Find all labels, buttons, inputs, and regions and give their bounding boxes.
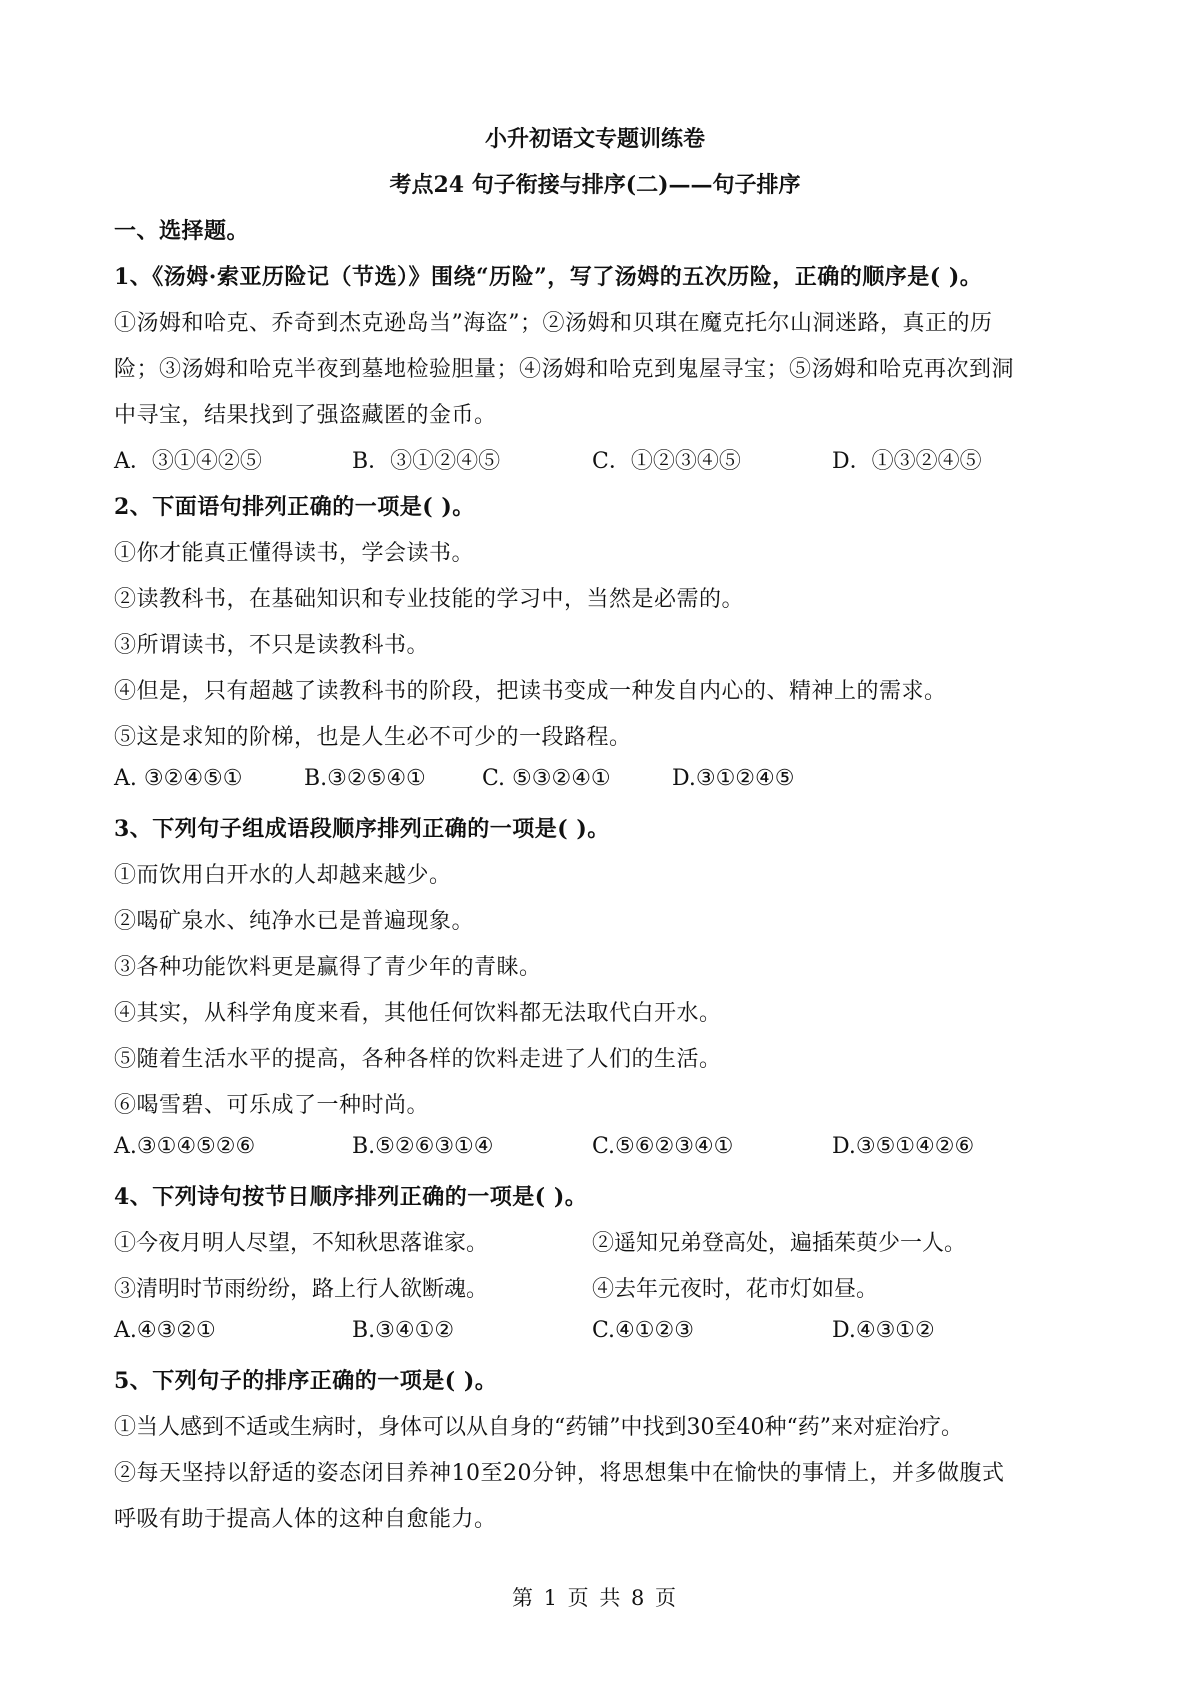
page-title: 小升初语文专题训练卷 xyxy=(484,126,705,152)
question-3-option-c: C.⑤⑥②③④① xyxy=(592,1134,734,1159)
question-4-item: ①今夜月明人尽望，不知秋思落谁家。 xyxy=(114,1231,489,1256)
question-1-option-c: C．①②③④⑤ xyxy=(592,449,741,474)
question-5-stem: 5、下列句子的排序正确的一项是( )。 xyxy=(114,1368,498,1394)
question-2-item: ①你才能真正懂得读书，学会读书。 xyxy=(114,541,475,566)
question-3-option-d: D.③⑤①④②⑥ xyxy=(832,1134,975,1159)
question-5-text-line: ①当人感到不适或生病时，身体可以从自身的“药铺”中找到30至40种“药”来对症治疗。 xyxy=(114,1415,963,1440)
question-2-option-a: A. ③②④⑤① xyxy=(114,766,243,791)
section-heading: 一、选择题。 xyxy=(114,218,250,244)
question-2-option-c: C. ⑤③②④① xyxy=(482,766,611,791)
question-3-stem: 3、下列句子组成语段顺序排列正确的一项是( )。 xyxy=(114,816,610,842)
question-2-item: ④但是，只有超越了读教科书的阶段，把读书变成一种发自内心的、精神上的需求。 xyxy=(114,679,947,704)
question-2-item: ⑤这是求知的阶梯，也是人生必不可少的一段路程。 xyxy=(114,725,632,750)
question-3-item: ②喝矿泉水、纯净水已是普遍现象。 xyxy=(114,909,475,934)
question-3-option-b: B.⑤②⑥③①④ xyxy=(352,1134,494,1159)
question-1-option-b: B．③①②④⑤ xyxy=(352,449,501,474)
question-1-stem: 1、《汤姆·索亚历险记（节选）》围绕“历险”，写了汤姆的五次历险，正确的顺序是( )。 xyxy=(114,264,983,290)
question-4-option-c: C.④①②③ xyxy=(592,1318,694,1343)
question-4-item: ④去年元夜时，花市灯如昼。 xyxy=(592,1277,879,1302)
question-5-text-line: 呼吸有助于提高人体的这种自愈能力。 xyxy=(114,1507,497,1532)
question-2-item: ③所谓读书，不只是读教科书。 xyxy=(114,633,430,658)
question-3-item: ③各种功能饮料更是赢得了青少年的青睐。 xyxy=(114,955,542,980)
question-3-item: ④其实，从科学角度来看，其他任何饮料都无法取代白开水。 xyxy=(114,1001,722,1026)
question-4-option-b: B.③④①② xyxy=(352,1318,455,1343)
question-1-text-line: 中寻宝，结果找到了强盗藏匿的金币。 xyxy=(114,403,497,428)
question-3-option-a: A.③①④⑤②⑥ xyxy=(114,1134,256,1159)
question-1-option-a: A．③①④②⑤ xyxy=(114,449,262,474)
question-4-stem: 4、下列诗句按节日顺序排列正确的一项是( )。 xyxy=(114,1184,588,1210)
question-3-item: ①而饮用白开水的人却越来越少。 xyxy=(114,863,452,888)
question-2-item: ②读教科书，在基础知识和专业技能的学习中，当然是必需的。 xyxy=(114,587,745,612)
question-4-item: ②遥知兄弟登高处，遍插茱萸少一人。 xyxy=(592,1231,967,1256)
question-2-option-d: D.③①②④⑤ xyxy=(672,766,795,791)
question-2-option-b: B.③②⑤④① xyxy=(304,766,426,791)
question-2-stem: 2、下面语句排列正确的一项是( )。 xyxy=(114,494,475,520)
question-4-item: ③清明时节雨纷纷，路上行人欲断魂。 xyxy=(114,1277,489,1302)
question-3-item: ⑤随着生活水平的提高，各种各样的饮料走进了人们的生活。 xyxy=(114,1047,722,1072)
page-subtitle: 考点24 句子衔接与排序(二)——句子排序 xyxy=(389,172,801,198)
question-1-text-line: ①汤姆和哈克、乔奇到杰克逊岛当”海盗”；②汤姆和贝琪在魔克托尔山洞迷路，真正的历 xyxy=(114,311,993,336)
question-4-option-a: A.④③②① xyxy=(114,1318,216,1343)
question-1-option-d: D．①③②④⑤ xyxy=(832,449,982,474)
question-5-text-line: ②每天坚持以舒适的姿态闭目养神10至20分钟，将思想集中在愉快的事情上，并多做腹式 xyxy=(114,1461,1005,1486)
question-1-text-line: 险；③汤姆和哈克半夜到墓地检验胆量；④汤姆和哈克到鬼屋寻宝；⑤汤姆和哈克再次到洞 xyxy=(114,357,1015,382)
question-3-item: ⑥喝雪碧、可乐成了一种时尚。 xyxy=(114,1093,430,1118)
question-4-option-d: D.④③①② xyxy=(832,1318,935,1343)
page-number: 第 1 页 共 8 页 xyxy=(511,1586,679,1610)
